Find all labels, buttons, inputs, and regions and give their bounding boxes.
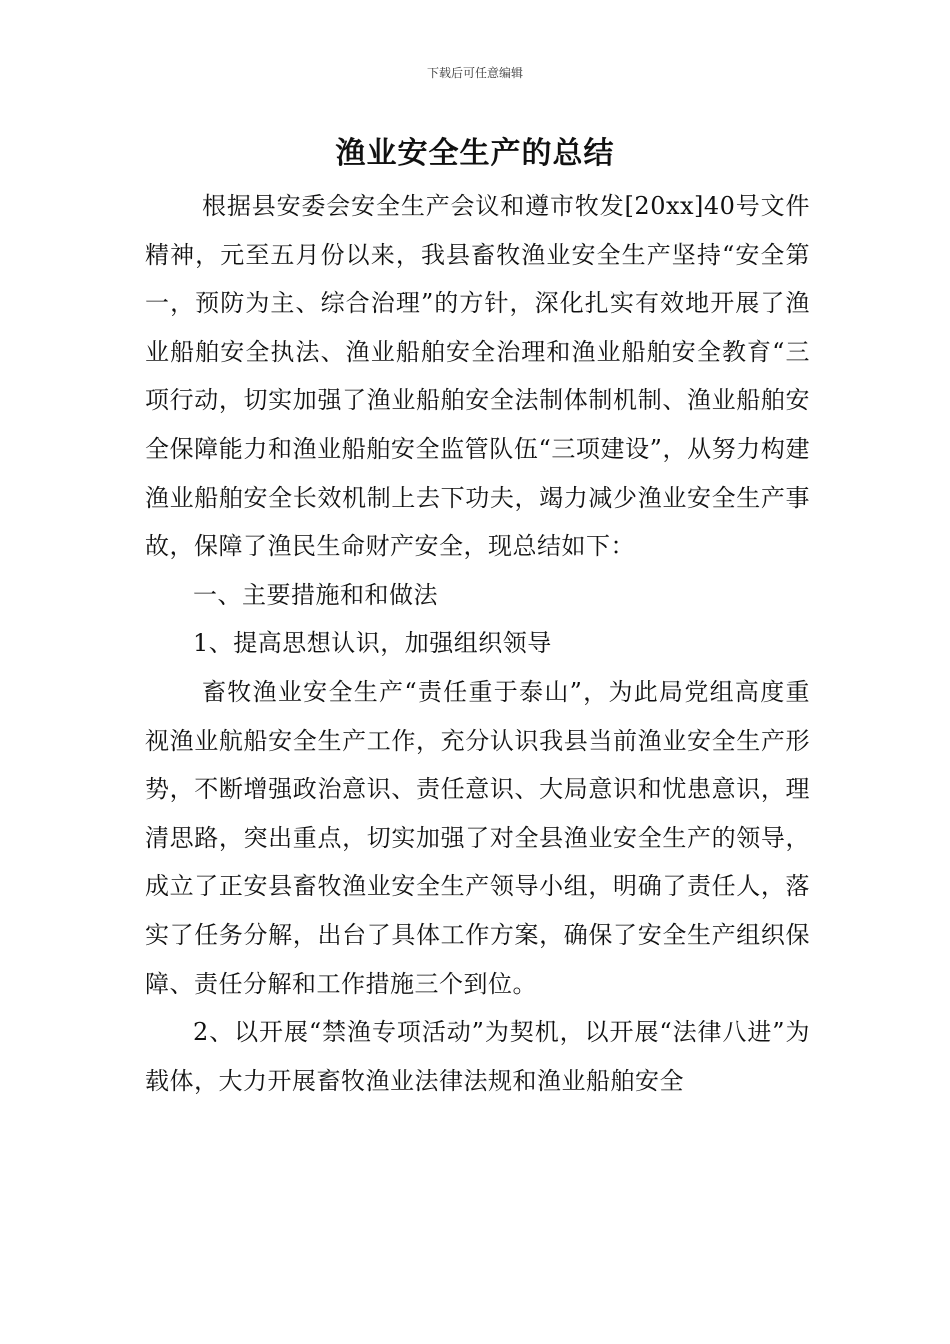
document-title: 渔业安全生产的总结 (335, 136, 615, 171)
paragraph-leadership: 畜牧渔业安全生产“责任重于泰山”，为此局党组高度重视渔业航船安全生产工作，充分认识我县当前渔业安全生产形势，不断增强政治意识、责任意识、大局意识和忧患意识，理清思路，突出重点，切实加强了对全县渔业安全生产的领导，成立了正安县畜牧渔业安全生产领导小组，明确了责任人，落实了任务分解，出台了具体工作方案，确保了安全生产组织保障、责任分解和工作措施三个到位。 (145, 677, 810, 998)
paragraph-intro: 根据县安委会安全生产会议和遵市牧发[20xx]40号文件精神，元至五月份以来，我县畜牧渔业安全生产坚持“安全第一，预防为主、综合治理”的方针，深化扎实有效地开展了渔业船舶安全执法、渔业船舶安全治理和渔业船舶安全教育“三项行动，切实加强了渔业船舶安全法制体制机制、渔业船舶安全保障能力和渔业船舶安全监管队伍“三项建设”，从努力构建渔业船舶安全长效机制上去下功夫，竭力减少渔业安全生产事故，保障了渔民生命财产安全，现总结如下： (145, 192, 810, 561)
section-heading-measures: 一、主要措施和和做法 (193, 580, 438, 609)
document-body (145, 182, 810, 1105)
header-note: 下载后可任意编辑 (426, 66, 523, 80)
paragraph-fishing-ban: 2、以开展“禁渔专项活动”为契机，以开展“法律八进”为载体，大力开展畜牧渔业法律法规和渔业船舶安全 (145, 1018, 810, 1095)
subheading-awareness: 1、提高思想认识，加强组织领导 (193, 629, 552, 658)
